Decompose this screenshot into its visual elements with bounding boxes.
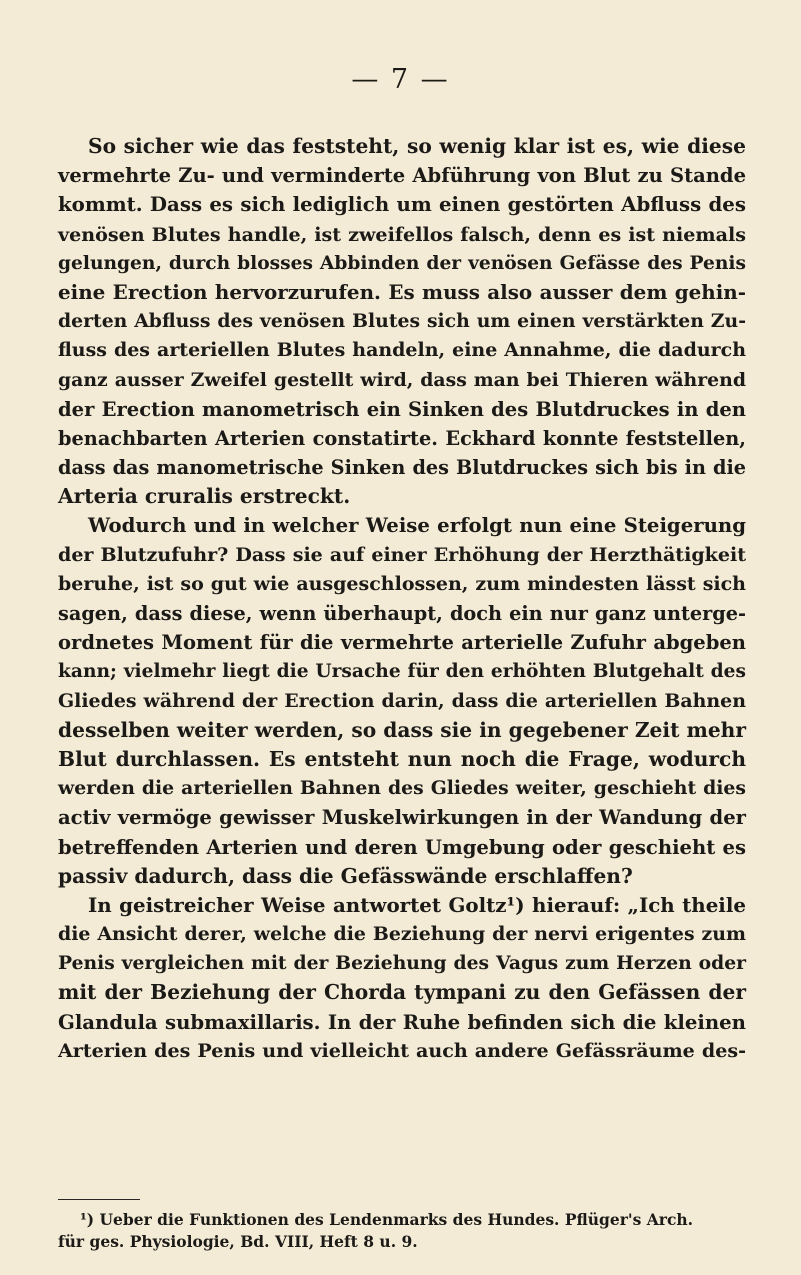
text-line: sagen, dass diese, wenn überhaupt, doch ein nur ganz unterge- (58, 602, 746, 625)
text-line: betreffenden Arterien und deren Umgebung oder geschieht es (58, 835, 746, 859)
footnote-divider (58, 1199, 140, 1200)
text-line: gelungen, durch blosses Abbinden der venösen Gefässe des Penis (58, 251, 746, 274)
footnote (58, 1209, 746, 1253)
text-line: Glandula submaxillaris. In der Ruhe befinden sich die kleinen (58, 1010, 746, 1034)
text-line: beruhe, ist so gut wie ausgeschlossen, zum mindesten lässt sich (58, 572, 746, 595)
text-line: kommt. Dass es sich lediglich um einen gestörten Abfluss des (58, 192, 746, 217)
text-line: In geistreicher Weise antwortet Goltz¹) hierauf: „Ich theile (88, 892, 746, 917)
text-line: So sicher wie das feststeht, so wenig klar ist es, wie diese (88, 134, 746, 158)
text-line: Arterien des Penis und vielleicht auch andere Gefässräume des- (58, 1039, 746, 1062)
text-line: vermehrte Zu- und verminderte Abführung von Blut zu Stande (58, 164, 746, 188)
text-line: eine Erection hervorzurufen. Es muss also ausser dem gehin- (58, 279, 746, 304)
text-line: passiv dadurch, dass die Gefässwände erschlaffen? (58, 863, 633, 888)
text-line: werden die arteriellen Bahnen des Gliedes weiter, geschieht dies (58, 777, 746, 800)
text-line: kann; vielmehr liegt die Ursache für den erhöhten Blutgehalt des (58, 661, 746, 683)
text-line: derten Abfluss des venösen Blutes sich um einen verstärkten Zu- (58, 310, 746, 333)
text-line: dass das manometrische Sinken des Blutdruckes sich bis in die (58, 456, 746, 480)
text-line: ganz ausser Zweifel gestellt wird, dass man bei Thieren während (58, 368, 746, 391)
text-line: desselben weiter werden, so dass sie in gegebener Zeit mehr (58, 717, 746, 742)
text-line: mit der Beziehung der Chorda tympani zu den Gefässen der (58, 980, 746, 1005)
text-line: der Erection manometrisch ein Sinken des Blutdruckes in den (58, 397, 746, 421)
text-line: benachbarten Arterien constatirte. Eckhard konnte feststellen, (58, 426, 746, 450)
text-line: Wodurch und in welcher Weise erfolgt nun eine Steigerung (88, 514, 746, 538)
text-line: venösen Blutes handle, ist zweifellos falsch, denn es ist niemals (58, 222, 746, 246)
page-number: — 7 — (351, 64, 450, 95)
body-text (58, 132, 746, 1066)
text-line: Penis vergleichen mit der Beziehung des Vagus zum Herzen oder (58, 952, 746, 975)
footnote-line: für ges. Physiologie, Bd. VIII, Heft 8 u. 9. (58, 1232, 418, 1251)
text-line: der Blutzufuhr? Dass sie auf einer Erhöhung der Herzthätigkeit (58, 543, 746, 566)
footnote-line: ¹) Ueber die Funktionen des Lendenmarks des Hundes. Pflüger's Arch. (80, 1210, 694, 1229)
text-line: fluss des arteriellen Blutes handeln, eine Annahme, die dadurch (58, 339, 746, 362)
text-line: ordnetes Moment für die vermehrte arterielle Zufuhr abgeben (58, 631, 746, 655)
text-line: activ vermöge gewisser Muskelwirkungen in der Wandung der (58, 806, 746, 830)
text-line: die Ansicht derer, welche die Beziehung der nervi erigentes zum (58, 923, 746, 946)
text-line: Blut durchlassen. Es entsteht nun noch die Frage, wodurch (58, 746, 746, 771)
text-line: Gliedes während der Erection darin, dass die arteriellen Bahnen (58, 689, 746, 712)
text-line: Arteria cruralis erstreckt. (58, 484, 351, 509)
